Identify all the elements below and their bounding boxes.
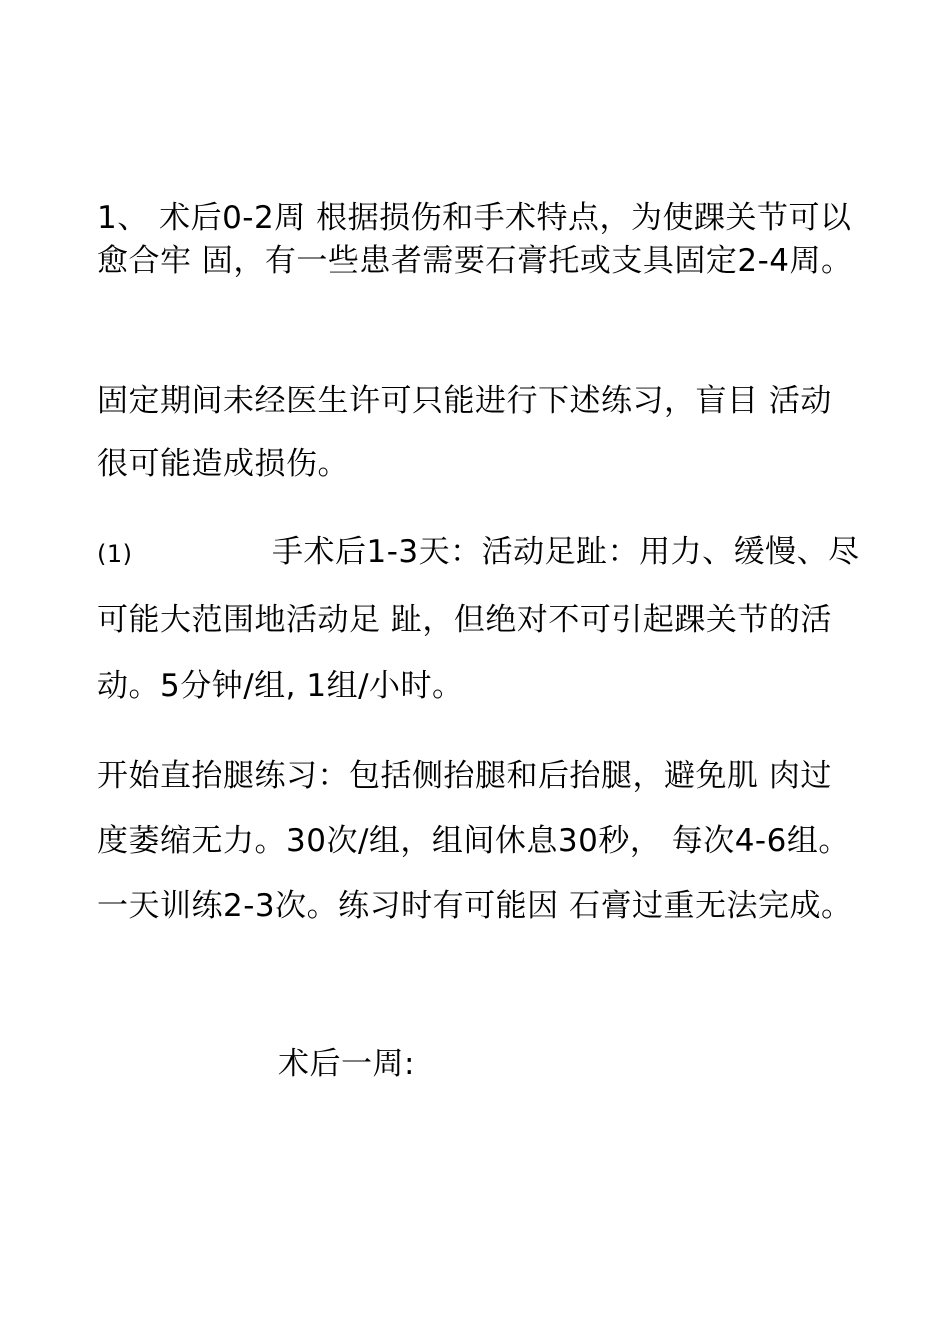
paragraph-post-op-0-2-weeks: 1、 术后0-2周 根据损伤和手术特点，为使踝关节可以愈合牢 固，有一些患者需要石膏托或支具固定2-4周。: [97, 200, 853, 279]
paragraph-day-1-3-text: 手术后1-3天：活动足趾：用力、缓慢、尽可能大范围地活动足 趾，但绝对不可引起踝关节的活动。5分钟/组, 1组/小时。: [97, 534, 860, 704]
item-number: (1): [97, 540, 133, 568]
section-heading-post-op-week-1: 术后一周:: [278, 1046, 415, 1082]
paragraph-day-1-3-toe-exercise: [97, 519, 862, 719]
paragraph-fixation-warning: 固定期间未经医生许可只能进行下述练习，盲目 活动很可能造成损伤。: [97, 383, 832, 482]
paragraph-straight-leg-raise: 开始直抬腿练习：包括侧抬腿和后抬腿，避免肌 肉过度萎缩无力。30次/组，组间休息30秒， 每次4-6组。一天训练2-3次。练习时有可能因 石膏过重无法完成。: [97, 758, 853, 924]
